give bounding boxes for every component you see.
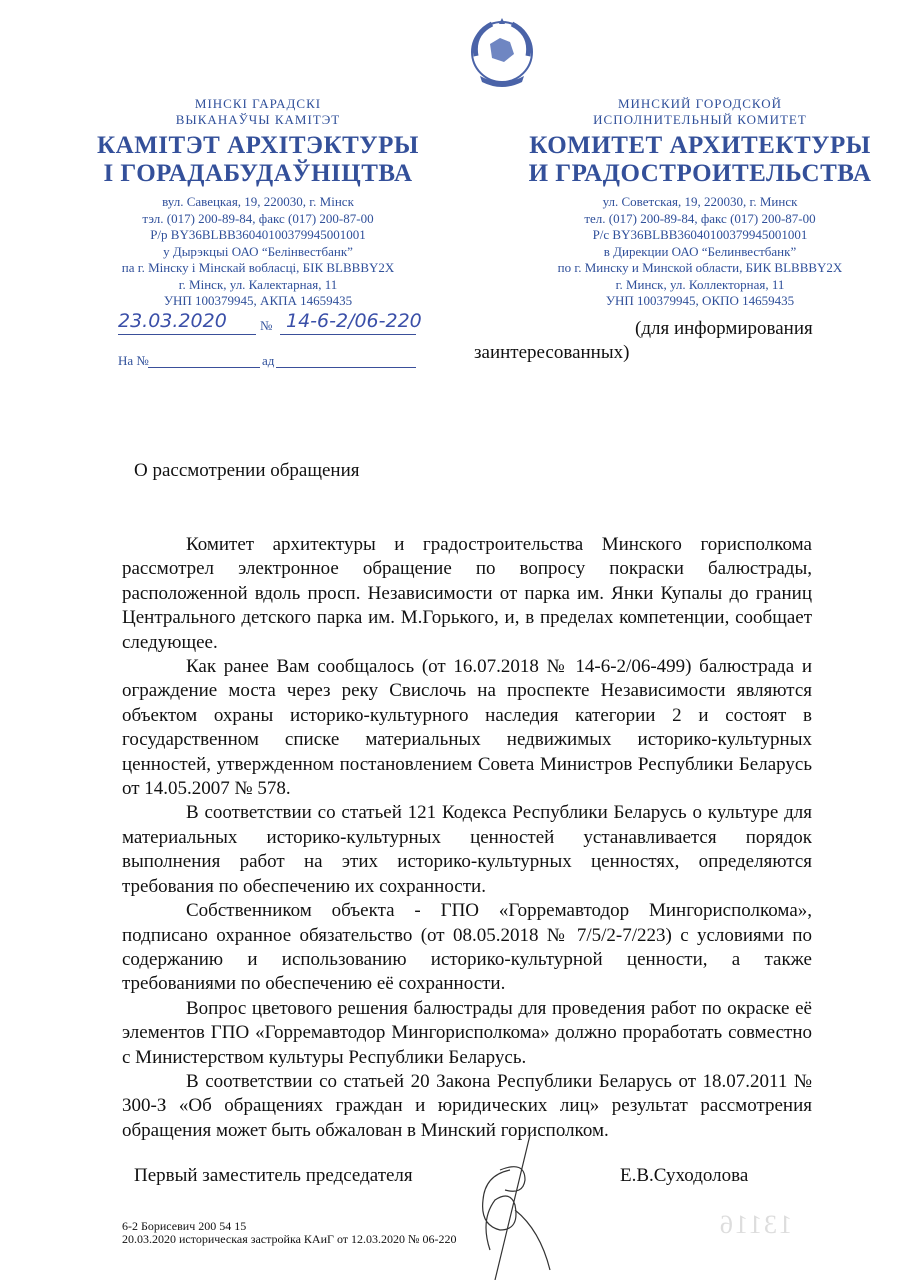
address-line: у Дырэкцыі ОАО “Белінвестбанк” [163, 243, 353, 259]
org-line: МІНСКІ ГАРАДСКІ [194, 96, 322, 111]
address-line: Р/р BY36BLBB36040100379945001001 [150, 227, 366, 242]
paragraph: В соответствии со статьей 121 Кодекса Республики Беларусь о культуре для материальных историко-культурных ценностей устанавливается порядок выполнения работ на этих историко-культурных ценностях, определяются требования по обеспечению их сохранности. [122, 802, 812, 897]
paragraph: Комитет архитектуры и градостроительства Минского горисполкома рассмотрел электронное обращение по вопросу покраски балюстрады, расположенной вдоль просп. Независимости от парка им. Янки Купалы до границ Центрального детского парка им. М.Горького, и, в пределах компетенции, сообщает следующее. [122, 534, 812, 653]
org-line: ИСПОЛНИТЕЛЬНЫЙ КОМИТЕТ [593, 112, 807, 127]
number-label: № [260, 318, 273, 333]
org-line: МИНСКИЙ ГОРОДСКОЙ [617, 96, 783, 111]
address-line: по г. Минску и Минской области, БИК BLBBBY2X [557, 260, 843, 275]
paragraph: Собственником объекта - ГПО «Горремавтодор Мингорисполкома», подписано охранное обязательство (от 08.05.2018 № 7/5/2-7/223) с условиями по содержанию и использованию историко-культурной ценности, а также требованиями по обеспечению её сохранности. [122, 900, 812, 995]
recipient-line: (для информирования [635, 318, 813, 339]
org-line: ВЫКАНАЎЧЫ КАМІТЭТ [175, 112, 341, 127]
footer-notes [122, 1220, 456, 1246]
letterhead-belarusian [88, 96, 428, 310]
ref-from-label: ад [262, 353, 275, 368]
title-line: КОМИТЕТ АРХИТЕКТУРЫ [529, 132, 871, 159]
subject-line: О рассмотрении обращения [134, 460, 360, 481]
footer-line: 6-2 Борисевич 200 54 15 [122, 1219, 247, 1233]
title-line: И ГРАДОСТРОИТЕЛЬСТВА [528, 160, 872, 187]
signatory-position: Первый заместитель председателя [134, 1165, 413, 1186]
address-line: па г. Мінску і Мінскай вобласці, БІК BLBBBY2X [121, 260, 395, 275]
letter-date: 23.03.2020 [118, 310, 227, 332]
address-line: г. Минск, ул. Коллекторная, 11 [615, 276, 785, 292]
title-line: І ГОРАДАБУДАЎНІЦТВА [103, 160, 413, 187]
address-line: УНП 100379945, ОКПО 14659435 [605, 293, 795, 308]
address-line: ул. Советская, 19, 220030, г. Минск [602, 194, 798, 209]
state-emblem-icon [462, 14, 542, 94]
handwritten-signature-icon [455, 1130, 565, 1280]
address-line: тэл. (017) 200-89-84, факс (017) 200-87-00 [142, 210, 374, 226]
registration-stamp-number: 13116 [718, 1210, 793, 1239]
letter-body [122, 533, 812, 1143]
recipient-line: заинтересованных) [474, 342, 630, 363]
signatory-name: Е.В.Суходолова [620, 1165, 749, 1186]
paragraph: В соответствии со статьей 20 Закона Республики Беларусь от 18.07.2011 № 300-З «Об обращениях граждан и юридических лиц» результат рассмотрения обращения может быть обжалован в Минский горисполком. [122, 1070, 812, 1141]
ref-label: На № [118, 353, 149, 368]
title-line: КАМІТЭТ АРХІТЭКТУРЫ [97, 132, 419, 159]
address-line: тел. (017) 200-89-84, факс (017) 200-87-00 [584, 210, 816, 226]
address-line: вул. Савецкая, 19, 220030, г. Мінск [162, 194, 354, 209]
address-line: в Дирекции ОАО “Белинвестбанк” [603, 243, 797, 259]
paragraph: Вопрос цветового решения балюстрады для проведения работ по окраске её элементов ГПО «Горремавтодор Мингорисполкома» должно проработать совместно с Министерством культуры Республики Беларусь. [122, 997, 812, 1068]
paragraph: Как ранее Вам сообщалось (от 16.07.2018 № 14-6-2/06-499) балюстрада и ограждение моста через реку Свислочь на проспекте Независимости являются объектом охраны историко-культурного наследия категории 2 и состоят в государственном списке материальных недвижимых историко-культурных ценностей, утвержденном постановлением Совета Министров Республики Беларусь от 14.05.2007 № 578. [122, 656, 812, 800]
address-line: УНП 100379945, АКПА 14659435 [163, 293, 353, 308]
footer-line: 20.03.2020 историческая застройка КАиГ от 12.03.2020 № 06-220 [122, 1232, 457, 1246]
letter-number: 14-6-2/06-220 [286, 310, 422, 332]
letterhead-russian [500, 96, 900, 310]
address-line: Р/с BY36BLBB36040100379945001001 [592, 227, 808, 242]
address-line: г. Мінск, ул. Калектарная, 11 [178, 276, 338, 292]
